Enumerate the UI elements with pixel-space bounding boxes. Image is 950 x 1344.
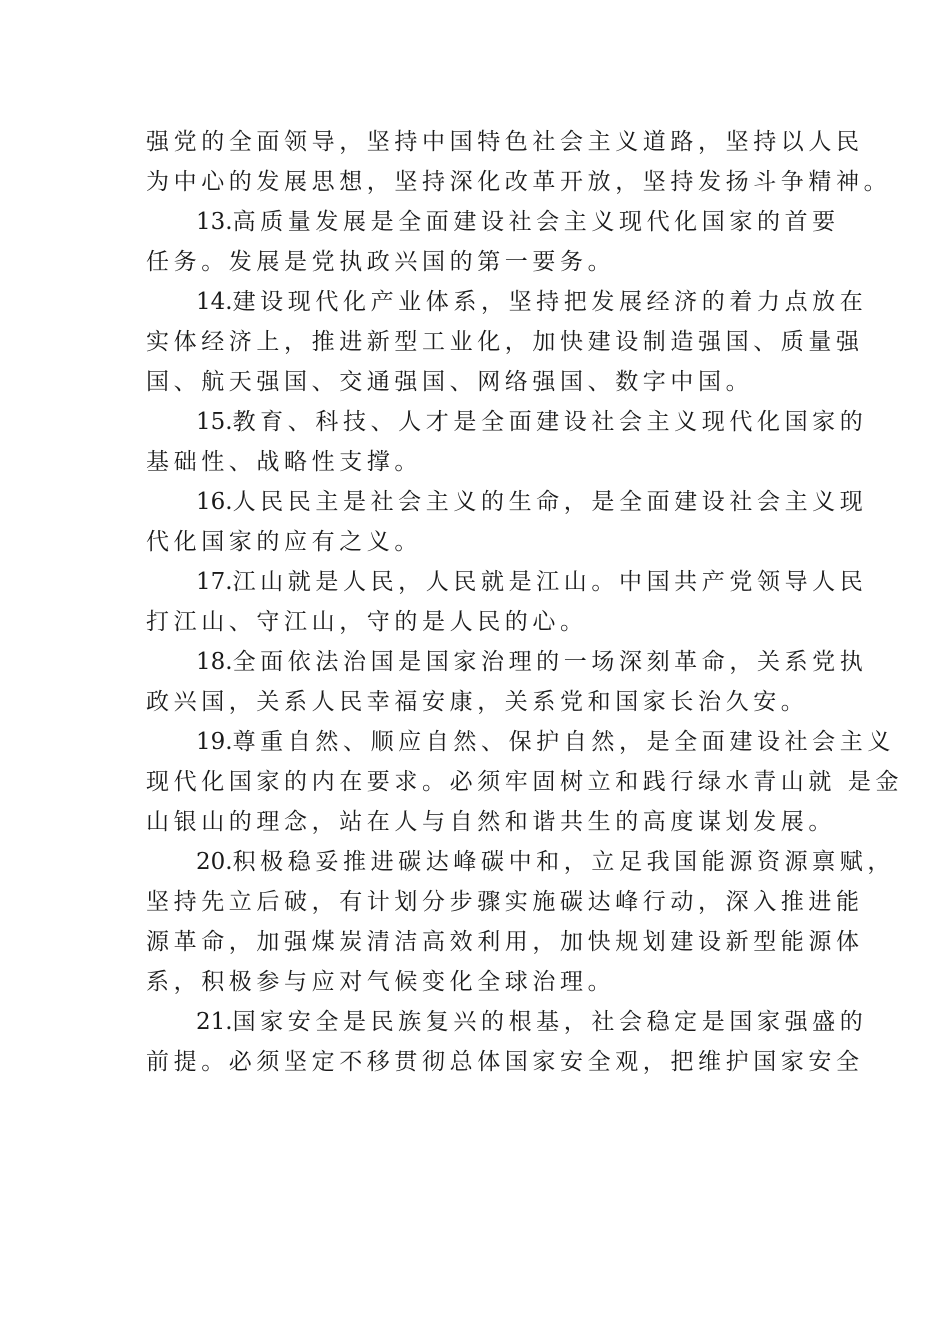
- text-line: 任务。发展是党执政兴国的第一要务。: [146, 249, 616, 275]
- text-segment: 建设现代化产业体系，坚持把发展经济的着力点放在: [232, 289, 868, 315]
- item-number: 19.: [196, 729, 233, 755]
- text-line: 前提。必须坚定不移贯彻总体国家安全观，把维护国家安全: [146, 1049, 864, 1075]
- paragraph-19: [146, 722, 904, 842]
- paragraph-continuation: [146, 122, 892, 202]
- text-line: [146, 642, 868, 682]
- text-line: [146, 282, 868, 322]
- text-line: 山银山的理念，站在人与自然和谐共生的高度谋划发展。: [146, 809, 836, 835]
- text-segment: 尊重自然、顺应自然、保护自然，是全面建设社会主义: [232, 729, 895, 755]
- text-line: 实体经济上，推进新型工业化，加快建设制造强国、质量强: [146, 329, 864, 355]
- text-line: 系，积极参与应对气候变化全球治理。: [146, 969, 616, 995]
- text-line: 国、航天强国、交通强国、网络强国、数字中国。: [146, 369, 754, 395]
- text-segment: 江山就是人民，人民就是江山。中国共产党领导人民: [232, 569, 868, 595]
- text-line: [146, 202, 840, 242]
- text-line: [146, 722, 895, 762]
- item-number: 21.: [196, 1009, 233, 1035]
- text-line: 政兴国，关系人民幸福安康，关系党和国家长治久安。: [146, 689, 809, 715]
- text-segment: 国家安全是民族复兴的根基，社会稳定是国家强盛的: [232, 1009, 868, 1035]
- item-number: 17.: [196, 569, 233, 595]
- text-segment: 积极稳妥推进碳达峰碳中和，立足我国能源资源禀赋，: [232, 849, 895, 875]
- item-number: 16.: [196, 489, 233, 515]
- paragraph-21: [146, 1002, 868, 1082]
- text-line: 代化国家的应有之义。: [146, 529, 422, 555]
- paragraph-20: [146, 842, 895, 1002]
- paragraph-17: [146, 562, 868, 642]
- text-line: 现代化国家的内在要求。必须牢固树立和践行绿水青山就 是金: [146, 769, 904, 795]
- item-number: 13.: [196, 209, 233, 235]
- text-line: 基础性、战略性支撑。: [146, 449, 422, 475]
- text-line: 源革命，加强煤炭清洁高效利用，加快规划建设新型能源体: [146, 929, 864, 955]
- text-line: 坚持先立后破，有计划分步骤实施碳达峰行动，深入推进能: [146, 889, 864, 915]
- item-number: 15.: [196, 409, 233, 435]
- item-number: 18.: [196, 649, 233, 675]
- paragraph-16: [146, 482, 868, 562]
- text-line: [146, 482, 868, 522]
- item-number: 14.: [196, 289, 233, 315]
- text-segment: 人民民主是社会主义的生命，是全面建设社会主义现: [232, 489, 868, 515]
- paragraph-18: [146, 642, 868, 722]
- paragraph-14: [146, 282, 868, 402]
- document-body: [146, 122, 904, 1082]
- paragraph-15: [146, 402, 868, 482]
- item-number: 20.: [196, 849, 233, 875]
- text-line: [146, 842, 895, 882]
- text-line: [146, 1002, 868, 1042]
- text-line: [146, 562, 868, 602]
- text-segment: 教育、科技、人才是全面建设社会主义现代化国家的: [232, 409, 868, 435]
- text-line: 为中心的发展思想，坚持深化改革开放，坚持发扬斗争精神。: [146, 169, 892, 195]
- text-segment: 高质量发展是全面建设社会主义现代化国家的首要: [232, 209, 840, 235]
- text-segment: 全面依法治国是国家治理的一场深刻革命，关系党执: [232, 649, 868, 675]
- text-line: 强党的全面领导，坚持中国特色社会主义道路，坚持以人民: [146, 129, 864, 155]
- text-line: 打江山、守江山，守的是人民的心。: [146, 609, 588, 635]
- text-line: [146, 402, 868, 442]
- paragraph-13: [146, 202, 840, 282]
